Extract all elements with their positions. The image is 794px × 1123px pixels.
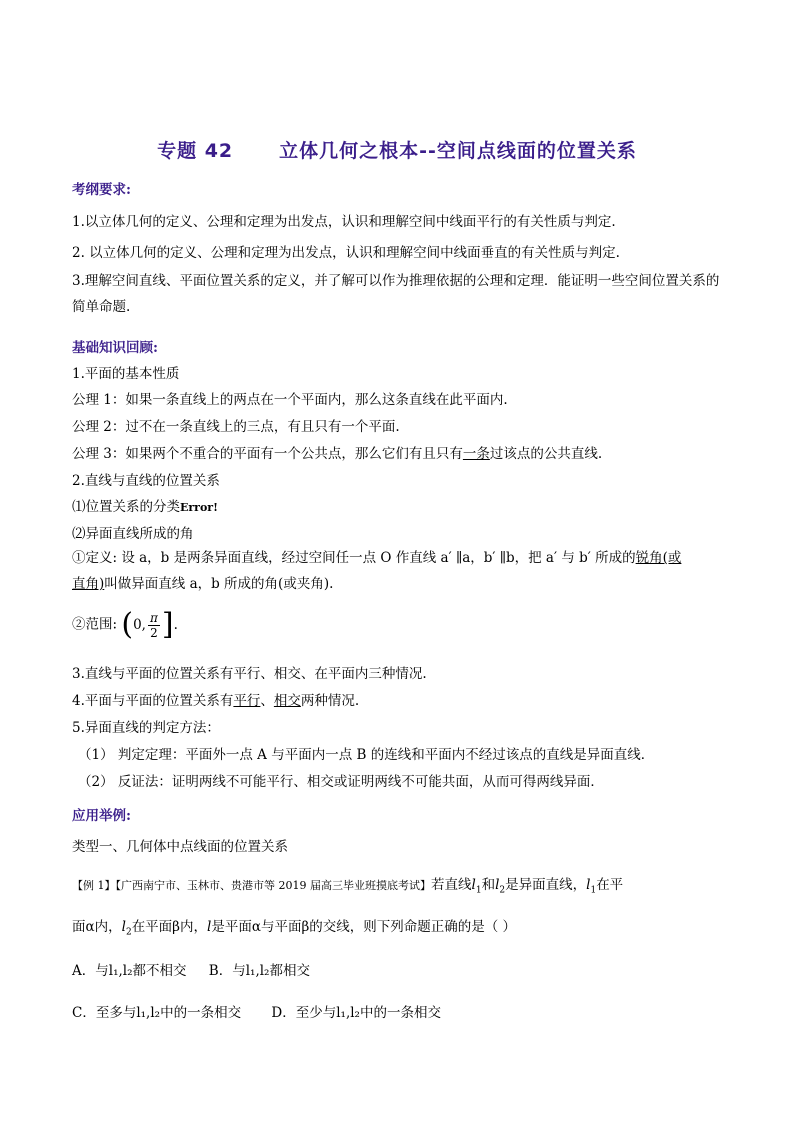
examples-heading: 应用举例:	[72, 808, 131, 824]
section-2-title: 2.直线与直线的位置关系	[72, 473, 220, 489]
basics-heading: 基础知识回顾:	[72, 340, 158, 356]
type-1-title: 类型一、几何体中点线面的位置关系	[72, 839, 288, 855]
syllabus-item-2: 2. 以立体几何的定义、公理和定理为出发点，认识和理解空间中线面垂直的有关性质与判定.	[72, 245, 620, 261]
section-2-1: ⑴位置关系的分类Error!	[72, 499, 218, 515]
example-1-options-ab	[72, 959, 732, 979]
syllabus-item-1: 1.以立体几何的定义、公理和定理为出发点，认识和理解空间中线面平行的有关性质与判定.	[72, 214, 616, 230]
axiom-1: 公理 1：如果一条直线上的两点在一个平面内，那么这条直线在此平面内.	[72, 392, 508, 408]
syllabus-item-3: 3.理解空间直线、平面位置关系的定义，并了解可以作为推理依据的公理和定理．能证明一些空间位置关系的简单命题.	[72, 273, 720, 315]
method-2: （2） 反证法：证明两线不可能平行、相交或证明两线不可能共面，从而可得两线异面．	[78, 774, 604, 790]
option-b: B．与l₁,l₂都相交	[208, 963, 310, 979]
axiom-3: 公理 3：如果两个不重合的平面有一个公共点，那么它们有且只有一条过该点的公共直线.	[72, 446, 603, 462]
range-interval: ( 0, $\frac{\pi}{2}$ ] .	[121, 607, 178, 642]
option-a: A．与l₁,l₂都不相交	[72, 963, 187, 979]
section-1-title: 1.平面的基本性质	[72, 366, 180, 382]
title-text: 立体几何之根本--空间点线面的位置关系	[279, 140, 637, 162]
section-2-2: ⑵异面直线所成的角	[72, 526, 194, 542]
option-d: D．至少与l₁,l₂中的一条相交	[271, 1005, 441, 1021]
example-1-options-cd	[72, 1001, 732, 1021]
example-1-line-2: 面α内，$l_2$在平面β内，l是平面α与平面β的交线，则下列命题正确的是（ ）	[72, 919, 517, 938]
angle-definition: ①定义: 设 a，b 是两条异面直线，经过空间任一点 O 作直线 a′ ∥a，b′ ∥b，把 a′ 与 b′ 所成的锐角(或 直角)叫做异面直线 a，b 所成的角(或夹角).	[72, 550, 682, 592]
section-5-title: 5.异面直线的判定方法：	[72, 720, 220, 736]
section-3: 3.直线与平面的位置关系有平行、相交、在平面内三种情况.	[72, 666, 427, 682]
syllabus-heading: 考纲要求:	[72, 182, 131, 198]
example-1-line-1: 【例 1】【广西南宁市、玉林市、贵港市等 2019 届高三毕业班摸底考试】若直线$l_1$和$l_2$是异面直线，$l_1$在平	[72, 877, 624, 896]
axiom-2: 公理 2：过不在一条直线上的三点，有且只有一个平面.	[72, 419, 400, 435]
title-number: 专题 42	[157, 140, 234, 162]
section-4: 4.平面与平面的位置关系有平行、相交两种情况.	[72, 693, 360, 709]
method-1: （1） 判定定理：平面外一点 A 与平面内一点 B 的连线和平面内不经过该点的直线是异面直线．	[78, 747, 655, 763]
page-title	[0, 136, 794, 163]
angle-range: ②范围: ( 0, $\frac{\pi}{2}$ ] .	[72, 607, 178, 642]
option-c: C．至多与l₁,l₂中的一条相交	[72, 1005, 242, 1021]
